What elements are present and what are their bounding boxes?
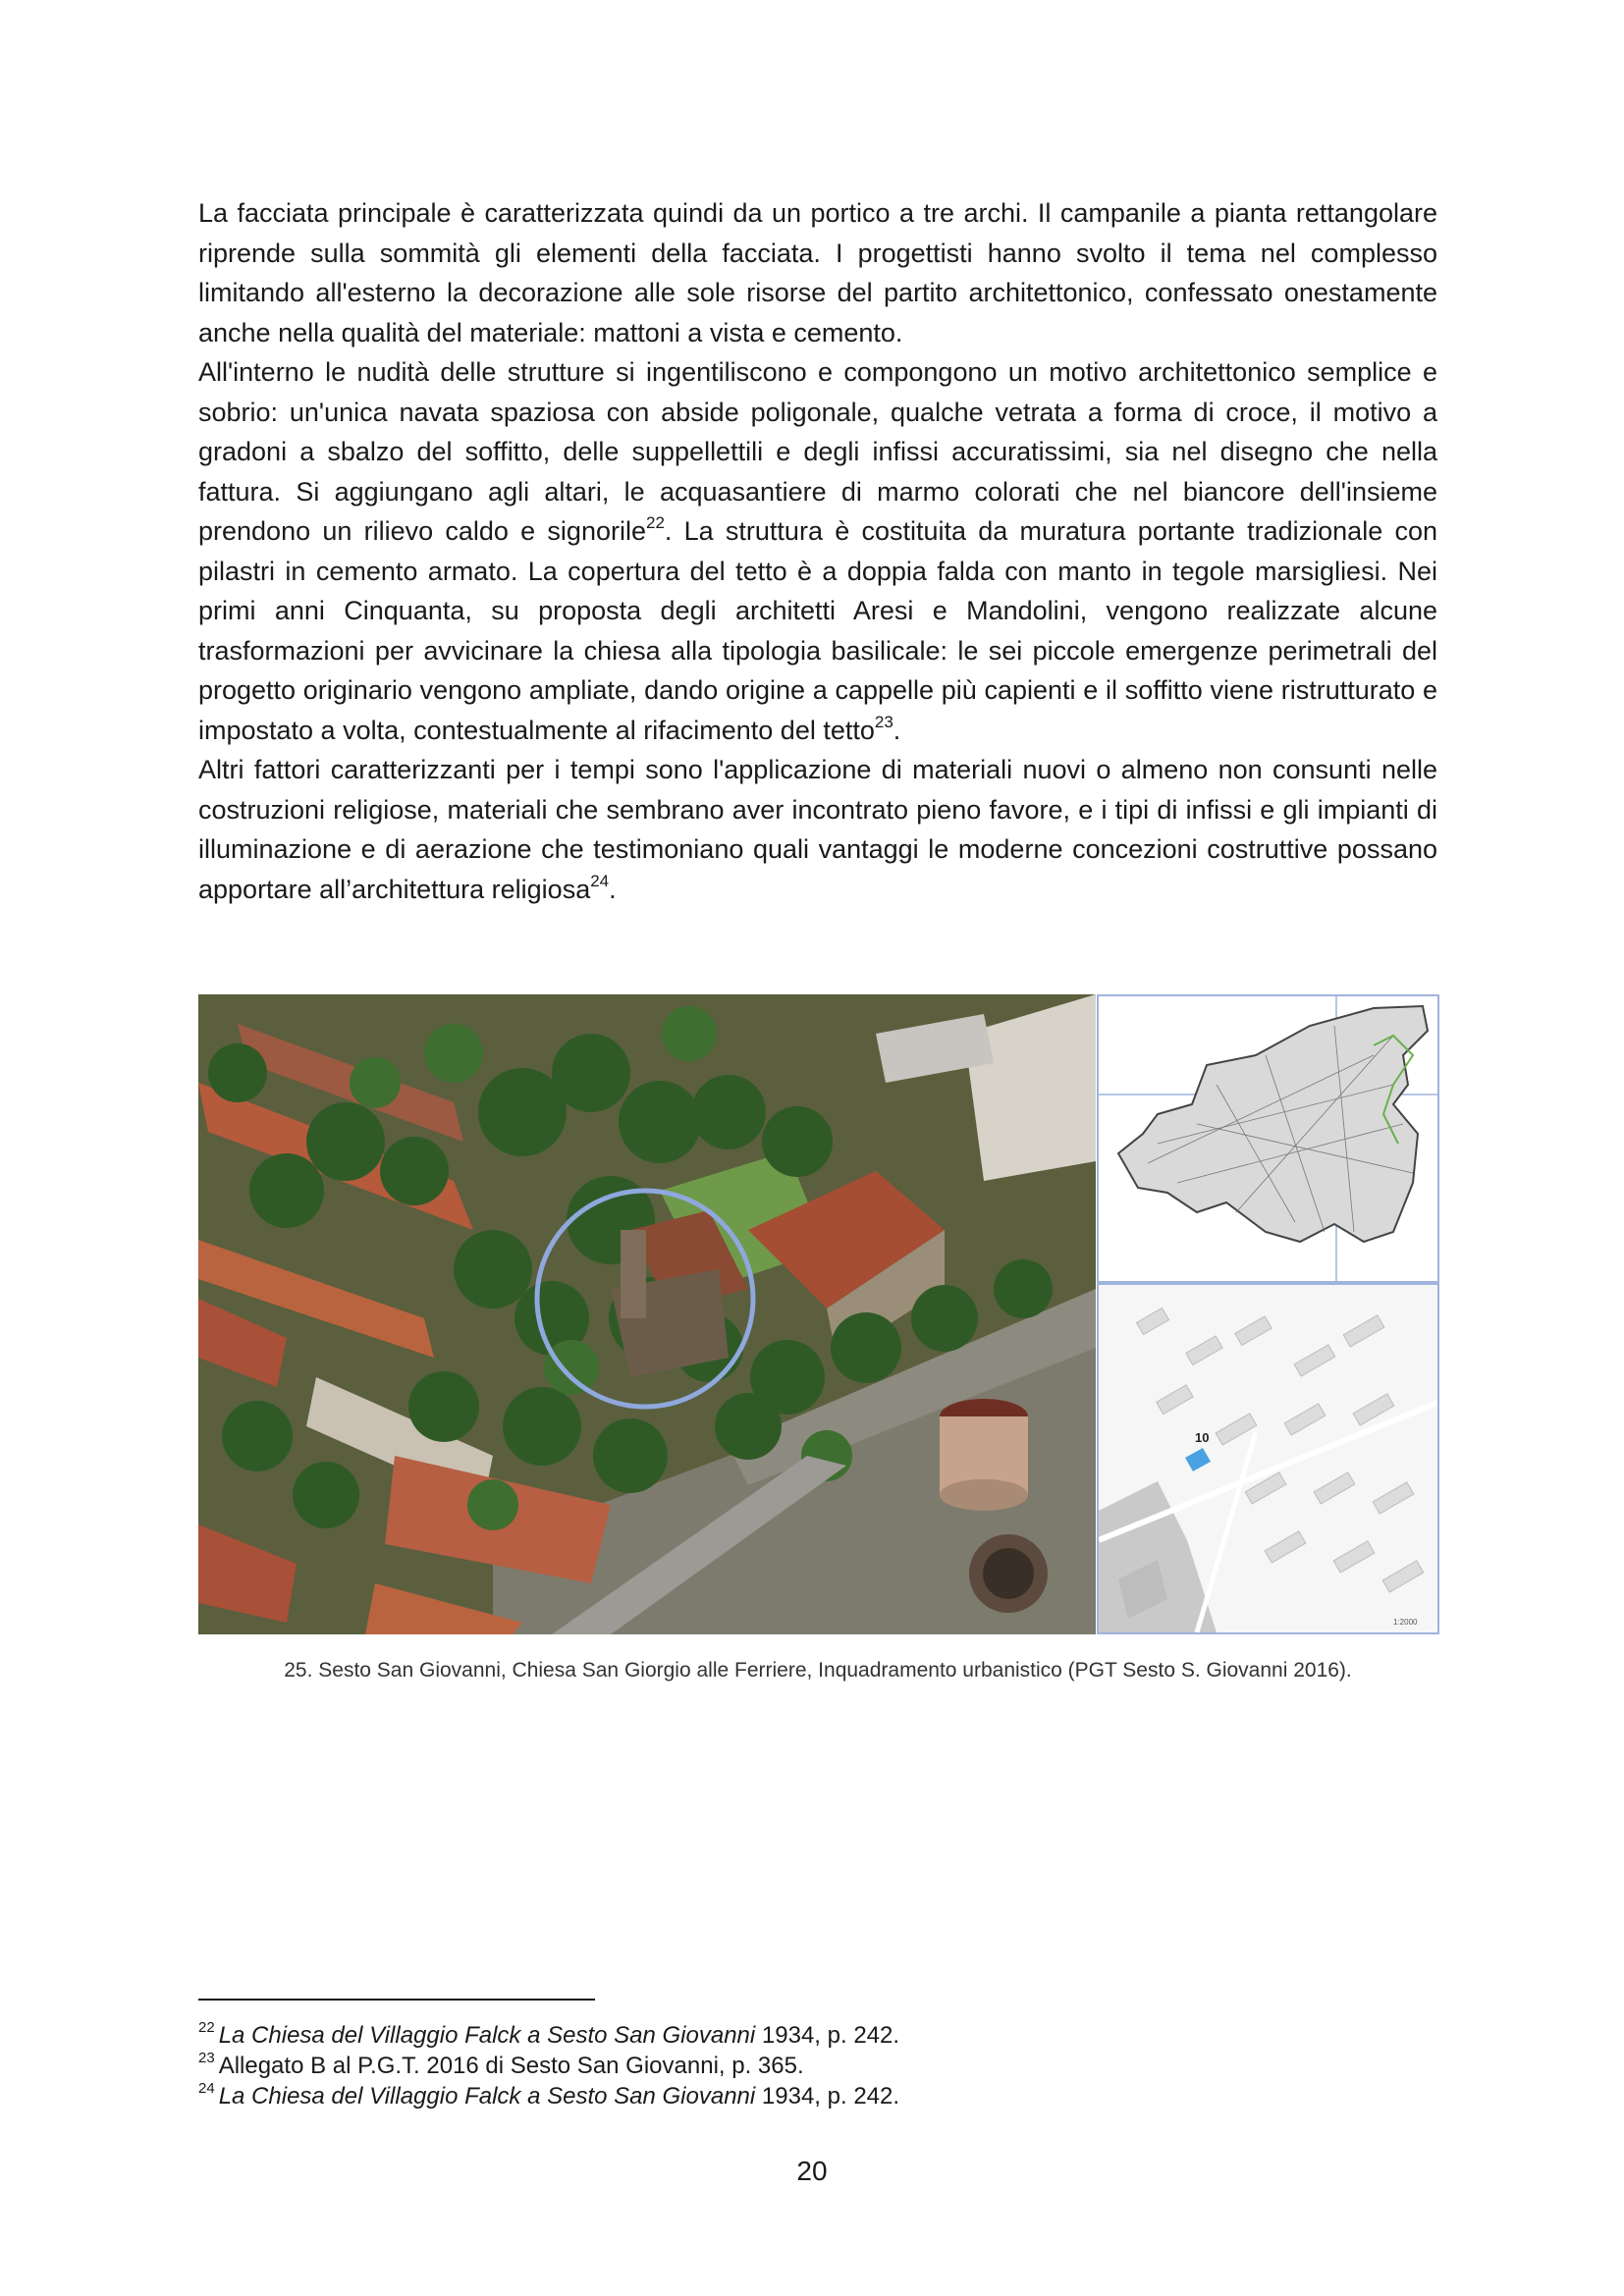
page-number: 20	[796, 2156, 828, 2186]
aerial-photo	[198, 994, 1096, 1634]
paragraph-3	[198, 750, 1437, 909]
footnote-ref-24[interactable]: 24	[590, 871, 610, 890]
footnote-ref-22[interactable]: 22	[645, 513, 665, 532]
footnote-text: 1934, p. 242.	[755, 2083, 900, 2109]
footnote-number: 24	[198, 2080, 215, 2097]
footnote-text: 1934, p. 242.	[755, 2022, 900, 2049]
paragraph-2-text-a: All'interno le nudità delle strutture si ingentiliscono e compongono un motivo architettonico semplice e sobrio: un'unica navata spaziosa con abside poligonale, qualche vetrata a forma di croce, il motivo a gradoni a sbalzo del soffitto, delle suppellettili e degli infissi accuratissimi, sia nel disegno che nella fattura. Si aggiungano agli altari, le acquasantiere di marmo colorati che nel biancore dell'insieme prendono un rilievo caldo e signorile	[198, 357, 1437, 546]
footnotes	[198, 2020, 1437, 2111]
footnote-title: La Chiesa del Villaggio Falck a Sesto San Giovanni	[218, 2083, 756, 2109]
footnote-23	[198, 2051, 1437, 2081]
figure-caption: 25. Sesto San Giovanni, Chiesa San Giorgio alle Ferriere, Inquadramento urbanistico (PGT Sesto S. Giovanni 2016).	[284, 1659, 1352, 1682]
footnote-24	[198, 2081, 1437, 2111]
paragraph-1-text: La facciata principale è caratterizzata quindi da un portico a tre archi. Il campanile a pianta rettangolare riprende sulla sommità gli elementi della facciata. I progettisti hanno svolto il tema nel complesso limitando all'esterno la decorazione alle sole risorse del partito architettonico, confessato onestamente anche nella qualità del materiale: mattoni a vista e cemento.	[198, 198, 1437, 347]
local-map	[1097, 1283, 1439, 1634]
footnote-title: La Chiesa del Villaggio Falck a Sesto San Giovanni	[218, 2022, 756, 2049]
municipal-map	[1097, 994, 1439, 1283]
paragraph-2	[198, 352, 1437, 750]
location-maps	[1097, 994, 1437, 1634]
footnote-ref-23[interactable]: 23	[874, 712, 893, 731]
paragraph-3-text-b: .	[609, 874, 617, 904]
footnote-number: 23	[198, 2050, 215, 2066]
map-label: 10	[1195, 1430, 1210, 1445]
paragraph-2-text-c: .	[893, 715, 901, 745]
footnote-divider	[198, 1999, 595, 2001]
scale-label: 1:2000	[1393, 1618, 1418, 1627]
body-text	[198, 193, 1437, 909]
footnote-text: Allegato B al P.G.T. 2016 di Sesto San Giovanni, p. 365.	[218, 2053, 804, 2079]
footnote-22	[198, 2020, 1437, 2051]
figure-25	[198, 994, 1437, 1634]
paragraph-2-text-b: . La struttura è costituita da muratura portante tradizionale con pilastri in cemento armato. La copertura del tetto è a doppia falda con manto in tegole marsigliesi. Nei primi anni Cinquanta, su proposta degli architetti Aresi e Mandolini, vengono realizzate alcune trasformazioni per avvicinare la chiesa alla tipologia basilicale: le sei piccole emergenze perimetrali del progetto originario vengono ampliate, dando origine a cappelle più capienti e il soffitto viene ristrutturato e impostato a volta, contestualmente al rifacimento del tetto	[198, 516, 1437, 745]
paragraph-3-text-a: Altri fattori caratterizzanti per i tempi sono l'applicazione di materiali nuovi o almeno non consunti nelle costruzioni religiose, materiali che sembrano aver incontrato pieno favore, e i tipi di infissi e gli impianti di illuminazione e di aerazione che testimoniano quali vantaggi le moderne concezioni costruttive possano apportare all’architettura religiosa	[198, 755, 1437, 904]
paragraph-1	[198, 193, 1437, 352]
footnote-number: 22	[198, 2019, 215, 2036]
